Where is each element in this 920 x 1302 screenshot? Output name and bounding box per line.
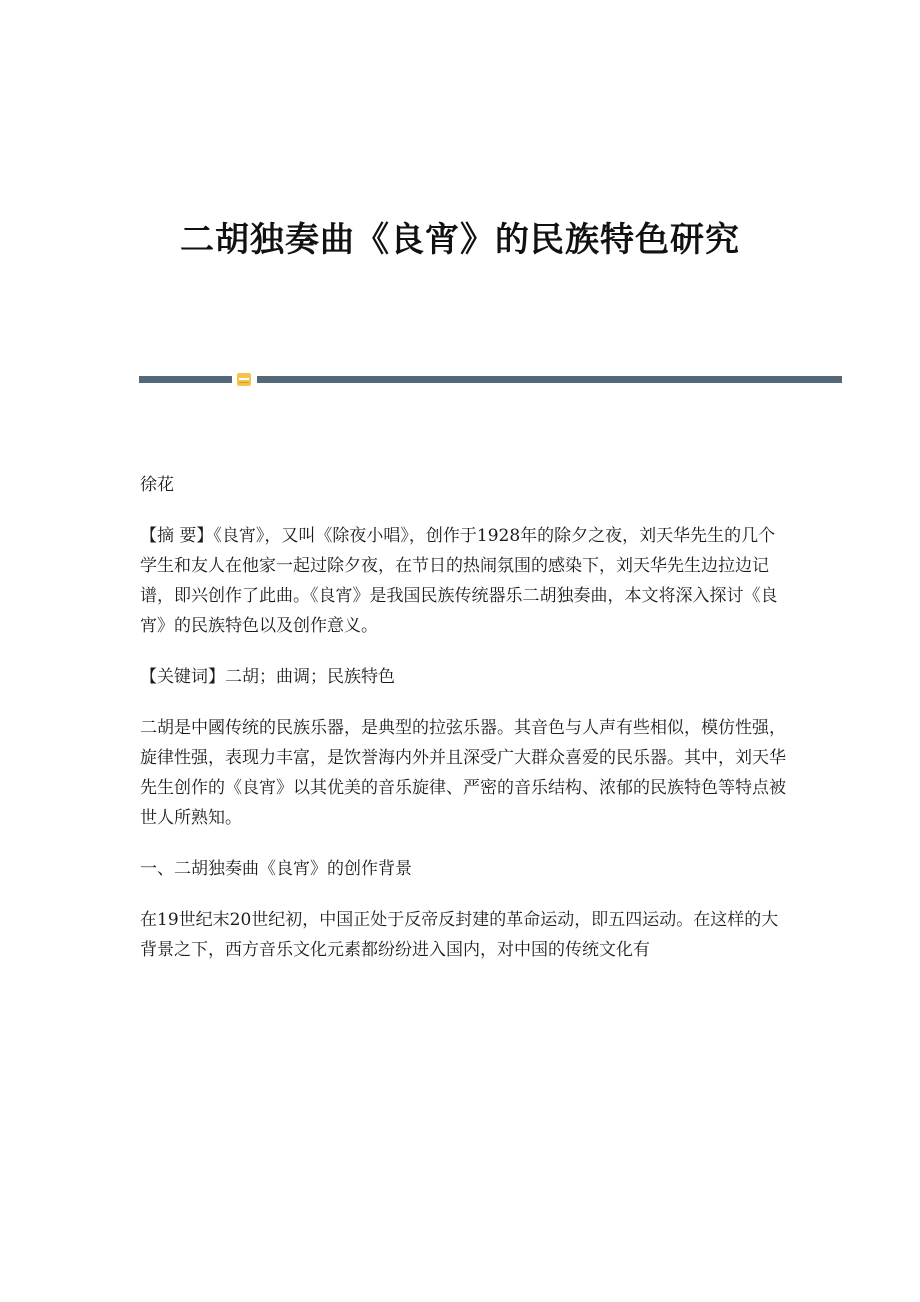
section-heading: 一、二胡独奏曲《良宵》的创作背景 (140, 859, 412, 879)
abstract-paragraph (140, 521, 790, 641)
divider-bar-right (257, 376, 842, 383)
author-name: 徐花 (140, 475, 174, 495)
divider-bar-left (139, 376, 232, 383)
document-body (140, 470, 790, 986)
document-title: 二胡独奏曲《良宵》的民族特色研究 (180, 220, 740, 260)
body-paragraph: 二胡是中國传统的民族乐器，是典型的拉弦乐器。其音色与人声有些相似，模仿性强，旋律性强，表现力丰富，是饮誉海内外并且深受广大群众喜爱的民乐器。其中，刘天华先生创作的《良宵》以其优美的音乐旋律、严密的音乐结构、浓郁的民族特色等特点被世人所熟知。 (140, 718, 786, 828)
abstract-label: 【摘 要】 (140, 526, 214, 546)
keywords-paragraph (140, 662, 790, 692)
keywords-text: 二胡；曲调；民族特色 (225, 667, 395, 687)
keywords-label: 【关键词】 (140, 667, 225, 687)
title-divider (139, 373, 842, 387)
section-paragraph: 在19世纪末20世纪初，中国正处于反帝反封建的革命运动，即五四运动。在这样的大背景之下，西方音乐文化元素都纷纷进入国内，对中国的传统文化有 (140, 910, 779, 960)
divider-badge-icon (237, 373, 251, 386)
abstract-text: 《良宵》，又叫《除夜小唱》，创作于1928年的除夕之夜，刘天华先生的几个学生和友人在他家一起过除夕夜，在节日的热闹氛围的感染下，刘天华先生边拉边记谱，即兴创作了此曲。《良宵》是我国民族传统器乐二胡独奏曲，本文将深入探讨《良宵》的民族特色以及创作意义。 (140, 526, 778, 636)
